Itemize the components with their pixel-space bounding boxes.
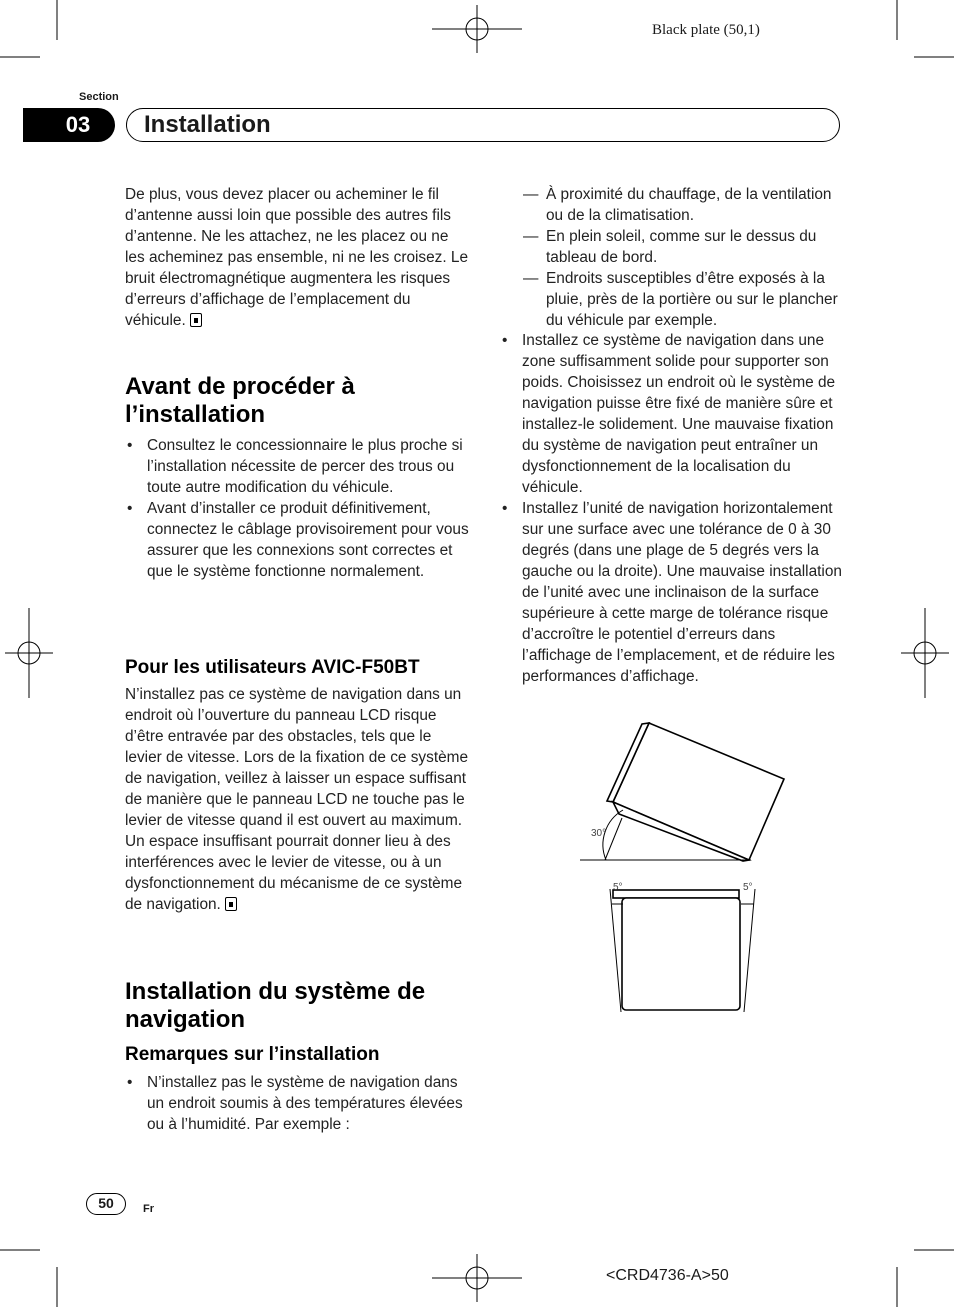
section-title: Installation <box>126 108 840 142</box>
page-number: 50 <box>86 1193 126 1215</box>
users-block <box>125 684 469 915</box>
list-item: — Endroits susceptibles d’être exposés à la pluie, près de la portière ou sur le plancher du véhicule par exemple. <box>523 268 843 331</box>
location-dash-list <box>523 184 843 331</box>
installation-angle-diagram <box>575 712 795 1017</box>
subheading-installation-notes: Remarques sur l’installation <box>125 1044 380 1065</box>
section-number: 03 <box>23 108 115 142</box>
list-item: • Installez ce système de navigation dans une zone suffisamment solide pour supporter son poids. Choisissez un endroit où le système de navigation puisse être fixé de manière sûre et installez-le solidement. Une mauvaise fixation du système de navigation peut entraîner un dysfonctionnement de la localisation du véhicule. <box>500 330 843 498</box>
end-mark-icon <box>225 897 237 911</box>
list-item: • Installez l’unité de navigation horizontalement sur une surface avec une tolérance de 0 à 30 degrés (dans une plage de 5 degrés vers la gauche ou la droite). Une mauvaise installation de l’unité avec une inclinaison de la surface supérieure à cette marge de tolérance risque d’accroître le potentiel d’erreurs dans l’affichage de l’emplacement, et de réduire les performances d’affichage. <box>500 498 843 687</box>
left-tolerance-line <box>610 889 621 1012</box>
list-item: • Consultez le concessionnaire le plus proche si l’installation nécessite de percer des trous ou toute autre modification du véhicule. <box>125 435 469 498</box>
language-label: Fr <box>143 1203 154 1215</box>
subheading-avic-users: Pour les utilisateurs AVIC-F50BT <box>125 657 420 678</box>
list-item: • Avant d’installer ce produit définitivement, connectez le câblage provisoirement pour vous assurer que les connexions sont correctes et que le système fonctionne normalement. <box>125 498 469 582</box>
left-angle-label: 5° <box>613 882 623 893</box>
list-item: — À proximité du chauffage, de la ventilation ou de la climatisation. <box>523 184 843 226</box>
heading-before-installation: Avant de procéder à l’installation <box>125 373 355 428</box>
right-angle-label: 5° <box>743 882 753 893</box>
level-unit-body <box>622 898 740 1010</box>
right-tolerance-line <box>744 889 755 1012</box>
list-item: • N’installez pas le système de navigation dans un endroit soumis à des températures élevées ou à l’humidité. Par exemple : <box>125 1072 469 1135</box>
tilt-angle-label: 30° <box>591 828 607 839</box>
level-unit-top-panel <box>613 890 739 898</box>
intro-paragraph: De plus, vous devez placer ou acheminer le fil d’antenne aussi loin que possible des autres fils d’antenne. Ne les attachez, ne les placez ou ne les acheminez pas ensemble, ni ne les croisez. Le bruit électromagnétique augmentera les risques d’erreurs d’affichage de l’emplacement du véhicule. <box>125 186 469 329</box>
tilt-reference-line <box>605 818 622 860</box>
end-mark-icon <box>190 313 202 327</box>
document-code: <CRD4736-A>50 <box>606 1267 729 1284</box>
plate-label: Black plate (50,1) <box>652 22 760 38</box>
section-label: Section <box>79 91 119 103</box>
intro-block <box>125 184 469 331</box>
before-list <box>125 435 469 582</box>
notes-list <box>125 1072 469 1135</box>
heading-installation-system: Installation du système de navigation <box>125 978 426 1033</box>
users-paragraph: N’installez pas ce système de navigation dans un endroit où l’ouverture du panneau LCD risque d’être entravée par des obstacles, tels que le levier de vitesse. Lors de la fixation de ce système de navigation, veillez à laisser un espace suffisant de manière que le panneau LCD ne touche pas le levier de vitesse quand il est ouvert au maximum. Un espace insuffisant pourrait donner lieu à des interférences avec le levier de vitesse, ou à un dysfonctionnement du mécanisme de ce système de navigation. <box>125 686 469 913</box>
list-item: — En plein soleil, comme sur le dessus du tableau de bord. <box>523 226 843 268</box>
install-bullet-list <box>500 330 843 687</box>
